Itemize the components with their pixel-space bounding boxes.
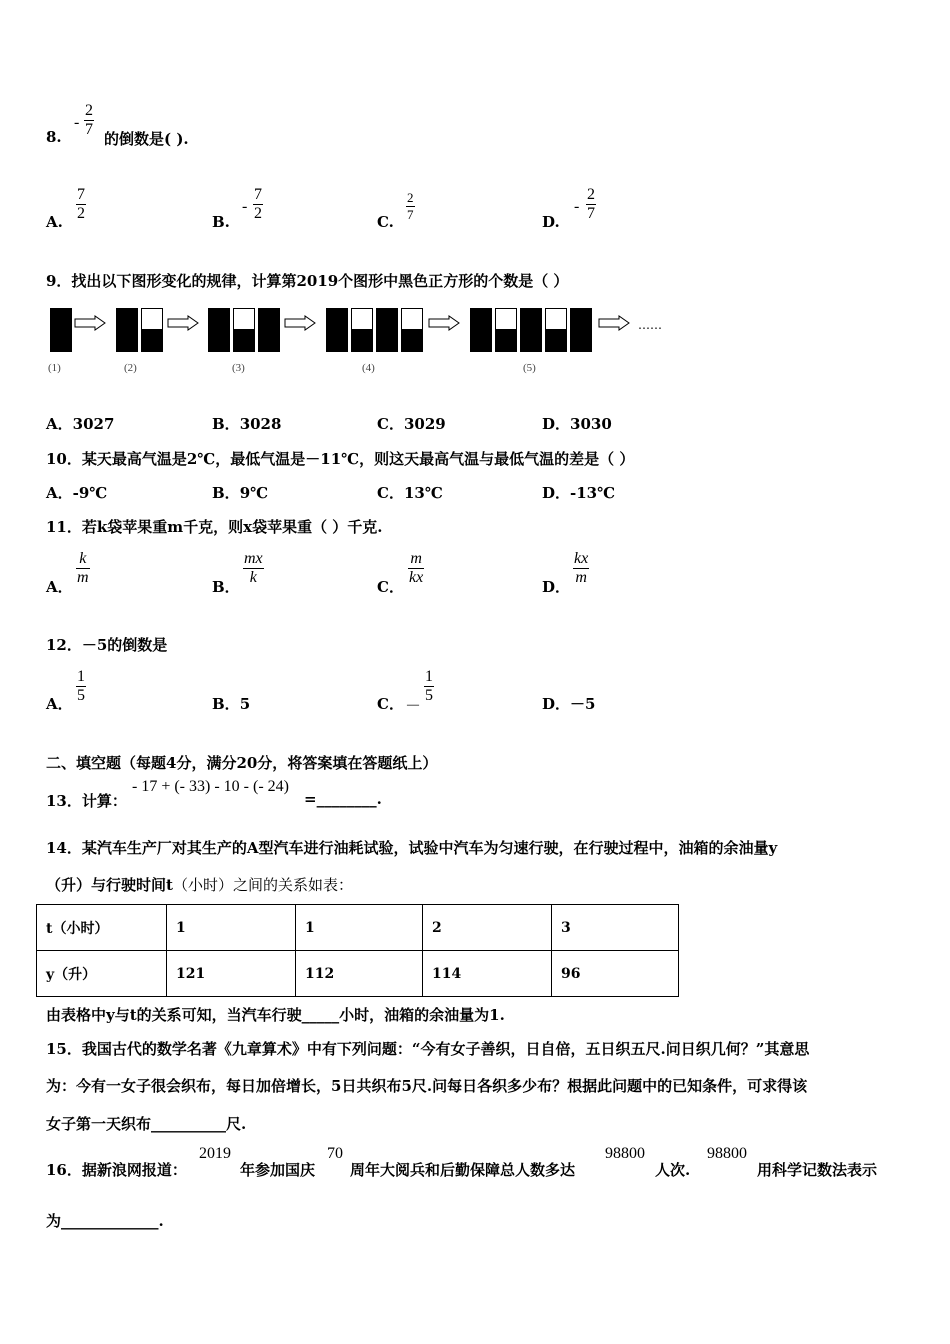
q9-option-a-label: A． <box>46 415 73 433</box>
q8-option-b-label: B. <box>212 213 230 231</box>
table-cell: 3 <box>552 905 679 951</box>
q16-anniversary: 70 <box>327 1145 343 1162</box>
q16-part1: 16．据新浪网报道： <box>46 1161 187 1179</box>
section-title: 二、填空题（每题4分，满分20分，将答案填在答题纸上） <box>46 754 438 772</box>
q8-option-c-den: 7 <box>407 207 414 222</box>
q10-option-c-value: 13℃ <box>403 484 443 502</box>
fig4-square <box>326 330 348 352</box>
fig4-square <box>326 308 348 330</box>
q9-option-b <box>212 413 281 434</box>
fig5-square <box>520 330 542 352</box>
fig5-square <box>545 330 567 352</box>
q9-option-d <box>542 413 612 434</box>
q8-option-b-num: 7 <box>254 186 262 203</box>
q12-option-b <box>212 693 250 714</box>
q12-option-c-den: 5 <box>425 687 433 704</box>
fig4-square <box>376 330 398 352</box>
q9-option-c-label: C． <box>377 415 404 433</box>
q9-option-d-label: D． <box>542 415 571 433</box>
q12-option-d-value: －5 <box>570 695 596 713</box>
q10-option-d <box>542 482 615 503</box>
q8-option-a-num: 7 <box>77 186 85 203</box>
arrow-right-icon <box>167 315 199 331</box>
fig4-label: (4) <box>362 362 375 374</box>
q12-option-d-label: D． <box>542 695 571 713</box>
q15-line2: 为：今有一女子很会织布，每日加倍增长，5日共织布5尺.问每日各织多少布？根据此问题中的已知条件，可求得该 <box>46 1077 808 1095</box>
q12-stem: 12．－5的倒数是 <box>46 636 168 654</box>
fig5-square <box>495 330 517 352</box>
fig2-square <box>141 330 163 352</box>
q16-year: 2019 <box>199 1145 231 1162</box>
fig5-square <box>495 308 517 330</box>
fig3-square <box>208 330 230 352</box>
q11-option-d-fraction <box>573 550 589 587</box>
fig1-square <box>50 330 72 352</box>
q11-option-a-num: k <box>76 550 90 569</box>
fig3-square <box>208 308 230 330</box>
q11-option-b-num: mx <box>244 550 263 567</box>
q10-stem: 10．某天最高气温是2℃，最低气温是－11℃，则这天最高气温与最低气温的差是（ ） <box>46 450 635 468</box>
q8-frac-den: 7 <box>85 121 93 138</box>
fig5-square <box>570 308 592 330</box>
q8-option-a-fraction <box>76 186 86 223</box>
q15-line1: 15．我国古代的数学名著《九章算术》中有下列问题：“今有女子善织，日自倍，五日织五尺.问日织几何？”其意思 <box>46 1040 810 1058</box>
q9-ellipsis: …… <box>638 318 662 332</box>
q11-option-c-den: kx <box>409 569 424 586</box>
q12-option-b-value: 5 <box>239 695 251 713</box>
fig2-square <box>116 308 138 330</box>
fig2-square <box>141 308 163 330</box>
fig3-square <box>233 308 255 330</box>
q8-option-b-fraction <box>253 186 263 223</box>
q13-expression: - 17 + (- 33) - 10 - (- 24) <box>132 778 289 795</box>
q8-fraction <box>84 102 94 139</box>
q14-after: 由表格中y与t的关系可知，当汽车行驶_____小时，油箱的余油量为1. <box>46 1006 505 1024</box>
q8-option-b-sign: - <box>242 198 248 215</box>
q13-suffix: =________. <box>304 790 382 808</box>
q11-option-c-label: C． <box>377 578 404 596</box>
q12-option-c-sign: － <box>405 698 422 715</box>
q12-option-d <box>542 693 595 714</box>
table-cell: 112 <box>296 951 423 997</box>
q8-option-d-den: 7 <box>587 205 595 222</box>
q9-stem: 9．找出以下图形变化的规律，计算第2019个图形中黑色正方形的个数是（ ） <box>46 272 569 290</box>
table-cell: t（小时） <box>37 905 167 951</box>
q13-prefix: 13．计算： <box>46 792 127 810</box>
fig3-square <box>258 330 280 352</box>
table-cell: 1 <box>167 905 296 951</box>
q11-stem: 11．若k袋苹果重m千克，则x袋苹果重（ ）千克. <box>46 518 383 536</box>
q8-option-d-fraction <box>586 186 596 223</box>
fig5-square <box>520 308 542 330</box>
fig5-label: (5) <box>523 362 536 374</box>
table-row <box>37 905 679 951</box>
fig3-label: (3) <box>232 362 245 374</box>
arrow-right-icon <box>284 315 316 331</box>
q8-option-d-sign: - <box>574 198 580 215</box>
q16-part2: 年参加国庆 <box>240 1161 316 1179</box>
q11-option-b-fraction <box>243 550 264 587</box>
q12-option-a-label: A． <box>46 695 73 713</box>
q11-option-a-label: A． <box>46 578 73 596</box>
q10-option-b-value: 9℃ <box>239 484 269 502</box>
fig5-square <box>545 308 567 330</box>
fig4-square <box>401 308 423 330</box>
fig4-square <box>351 308 373 330</box>
q12-option-b-label: B． <box>212 695 240 713</box>
q11-option-d-den: m <box>575 569 587 586</box>
q8-option-d-label: D. <box>542 213 560 231</box>
arrow-right-icon <box>598 315 630 331</box>
q10-option-b-label: B． <box>212 484 240 502</box>
q15-line3: 女子第一天织布__________尺. <box>46 1115 247 1133</box>
table-row <box>37 951 679 997</box>
q14-line2 <box>46 874 353 895</box>
q11-option-a-den: m <box>77 569 89 586</box>
q16-count: 98800 <box>605 1145 645 1162</box>
q8-option-b-den: 2 <box>254 205 262 222</box>
fig5-square <box>570 330 592 352</box>
q10-option-c <box>377 482 443 503</box>
q11-option-b-label: B． <box>212 578 240 596</box>
q9-option-b-value: 3028 <box>239 415 282 433</box>
q10-option-b <box>212 482 268 503</box>
q12-option-c-label: C． <box>377 695 404 713</box>
q9-option-c-value: 3029 <box>403 415 446 433</box>
q8-option-d-num: 2 <box>587 186 595 203</box>
q16-part4: 人次. <box>655 1161 691 1179</box>
fig1-label: (1) <box>48 362 61 374</box>
q14-line2-bold: （升）与行驶时间t <box>46 876 173 894</box>
fig4-square <box>401 330 423 352</box>
q10-option-d-label: D． <box>542 484 571 502</box>
q8-option-c-num: 2 <box>407 190 414 205</box>
table-cell: 96 <box>552 951 679 997</box>
fig5-square <box>470 330 492 352</box>
fig5-square <box>470 308 492 330</box>
q9-option-a-value: 3027 <box>72 415 115 433</box>
q9-option-c <box>377 413 446 434</box>
fig3-square <box>233 330 255 352</box>
q11-option-d-label: D． <box>542 578 571 596</box>
q8-frac-num: 2 <box>85 102 93 119</box>
table-cell: 121 <box>167 951 296 997</box>
q11-option-b-den: k <box>249 569 257 586</box>
q12-option-c-num: 1 <box>425 668 433 685</box>
q16-part5: 用科学记数法表示 <box>757 1161 878 1179</box>
q11-option-d-num: kx <box>574 550 589 567</box>
q8-option-a-label: A. <box>46 213 63 231</box>
table-cell: 114 <box>423 951 552 997</box>
q14-line1: 14．某汽车生产厂对其生产的A型汽车进行油耗试验，试验中汽车为匀速行驶，在行驶过程中，油箱的余油量y <box>46 839 778 857</box>
q10-option-d-value: -13℃ <box>570 484 616 502</box>
q10-option-a <box>46 482 107 503</box>
q8-frac-sign: - <box>74 114 80 131</box>
q14-table <box>36 904 679 997</box>
q11-option-c-fraction <box>408 550 424 587</box>
q10-option-a-label: A． <box>46 484 73 502</box>
q8-option-a-den: 2 <box>77 205 85 222</box>
q16-count2: 98800 <box>707 1145 747 1162</box>
q12-option-a-fraction <box>76 668 86 705</box>
q11-option-c-num: m <box>408 550 424 569</box>
q12-option-a-den: 5 <box>77 687 85 704</box>
table-cell: 1 <box>296 905 423 951</box>
q10-option-a-value: -9℃ <box>72 484 108 502</box>
fig1-square <box>50 308 72 330</box>
q8-number: 8. <box>46 128 62 146</box>
q8-option-c-label: C. <box>377 213 394 231</box>
q8-stem: 的倒数是( ). <box>104 130 189 148</box>
q16-line2: 为_____________. <box>46 1212 164 1230</box>
q12-option-a-num: 1 <box>77 668 85 685</box>
q8-option-c-fraction <box>406 190 415 223</box>
q9-option-a <box>46 413 114 434</box>
fig2-label: (2) <box>124 362 137 374</box>
fig2-square <box>116 330 138 352</box>
table-cell: 2 <box>423 905 552 951</box>
q12-option-c-fraction <box>424 668 434 705</box>
q14-line2-normal: （小时）之间的关系如表： <box>172 876 353 894</box>
arrow-right-icon <box>428 315 460 331</box>
q11-option-a-fraction <box>76 550 90 587</box>
q9-option-d-value: 3030 <box>570 415 612 433</box>
q16-part3: 周年大阅兵和后勤保障总人数多达 <box>350 1161 576 1179</box>
table-cell: y（升） <box>37 951 167 997</box>
fig4-square <box>376 308 398 330</box>
fig3-square <box>258 308 280 330</box>
fig4-square <box>351 330 373 352</box>
q10-option-c-label: C． <box>377 484 404 502</box>
q9-option-b-label: B． <box>212 415 240 433</box>
arrow-right-icon <box>74 315 106 331</box>
